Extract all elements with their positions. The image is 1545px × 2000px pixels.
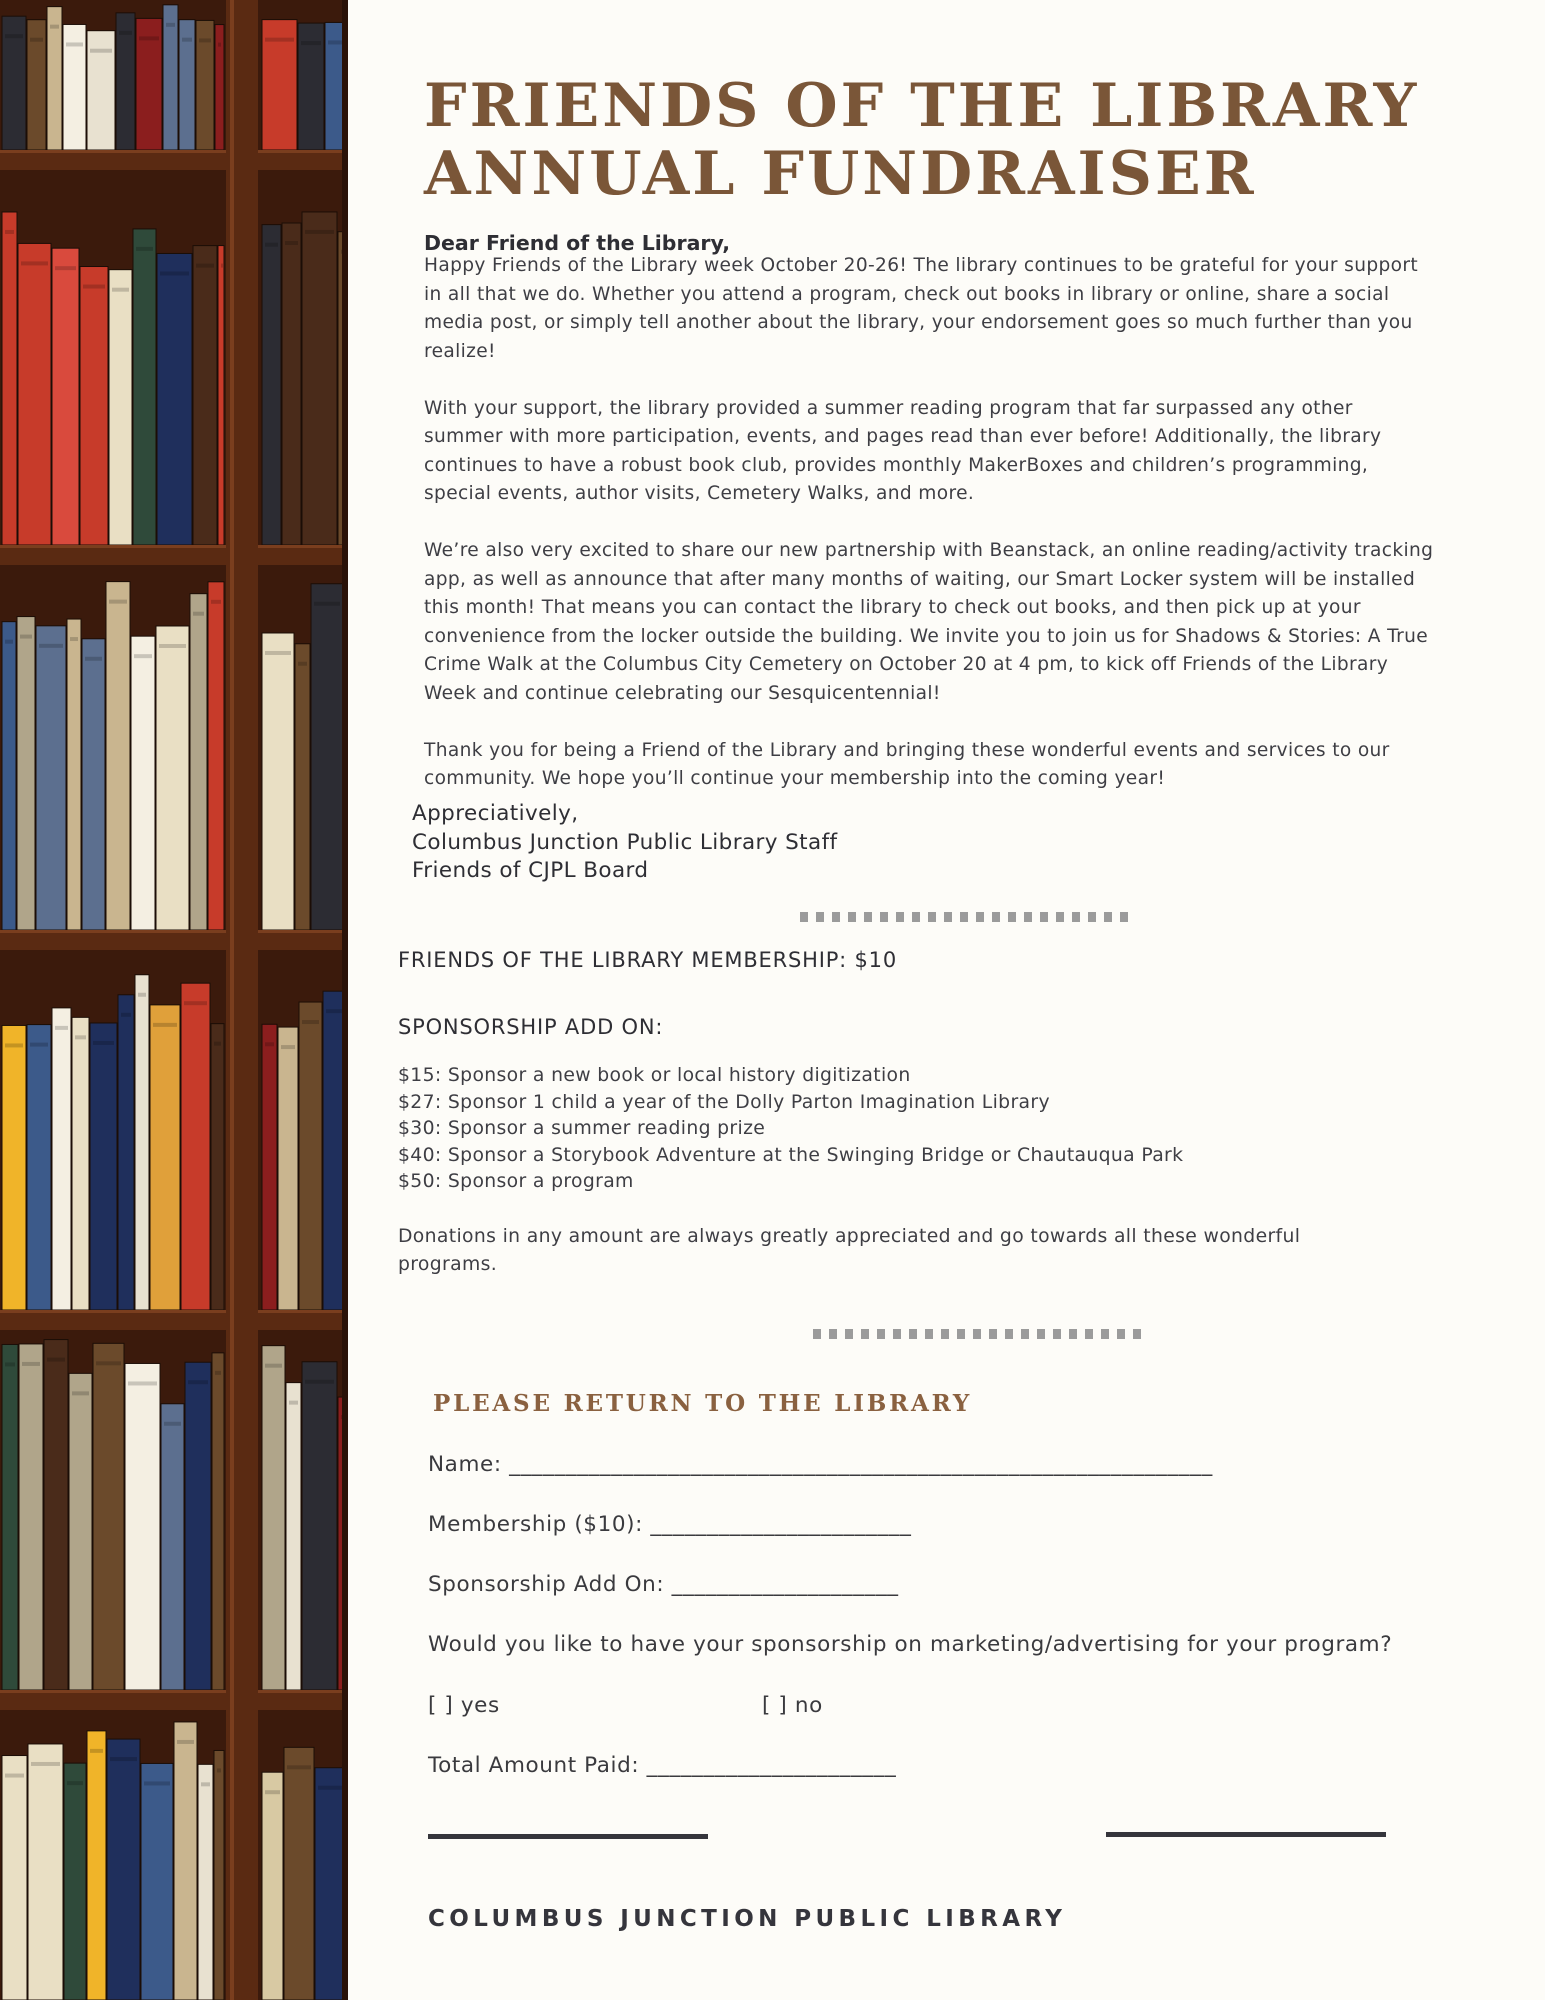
yes-checkbox[interactable]: [ ] yes	[428, 1693, 500, 1718]
letter-paragraph: Happy Friends of the Library week October 20-26! The library continues to be grateful for your support in all that we do. Whether you attend a program, check out books in library or online, share a social media post, or simply tell another about the library, your endorsement goes so much further than you realize!	[424, 255, 1418, 362]
sponsorship-list	[398, 1063, 1183, 1196]
letter-salutation: Dear Friend of the Library,	[424, 231, 731, 255]
signature-line[interactable]	[428, 1834, 708, 1839]
donations-note: Donations in any amount are always greatly appreciated and go towards all these wonderful programs.	[398, 1226, 1301, 1275]
bookshelf-photo	[0, 0, 348, 2000]
list-item: $30: Sponsor a summer reading prize	[398, 1118, 766, 1139]
list-item: $50: Sponsor a program	[398, 1171, 634, 1192]
footer-library-name: COLUMBUS JUNCTION PUBLIC LIBRARY	[428, 1906, 1067, 1932]
total-amount-field[interactable]: Total Amount Paid: ______________________	[428, 1753, 897, 1778]
letter-signoff	[412, 800, 838, 886]
list-item: $15: Sponsor a new book or local history digitization	[398, 1065, 911, 1086]
name-field[interactable]: Name: ______________________________________________________________	[428, 1452, 1213, 1477]
dotted-divider	[800, 912, 1136, 922]
sponsorship-field[interactable]: Sponsorship Add On: ____________________	[428, 1572, 899, 1597]
membership-field[interactable]: Membership ($10): _______________________	[428, 1512, 912, 1537]
letter-paragraph: With your support, the library provided a summer reading program that far surpassed any other summer with more participation, events, and pages read than ever before! Additionally, the library continues to have a robust book club, provides monthly MakerBoxes and children’s programming, special events, author visits, Cemetery Walks, and more.	[424, 397, 1382, 504]
signoff-line: Columbus Junction Public Library Staff	[412, 829, 838, 855]
membership-heading: FRIENDS OF THE LIBRARY MEMBERSHIP: $10	[398, 948, 898, 972]
letter-paragraph: Thank you for being a Friend of the Library and bringing these wonderful events and services to our community. We hope you’ll continue your membership into the coming year!	[424, 739, 1390, 789]
sponsorship-heading: SPONSORSHIP ADD ON:	[398, 1015, 664, 1039]
signoff-line: Appreciatively,	[412, 801, 579, 826]
letter-body	[424, 252, 1434, 822]
marketing-question: Would you like to have your sponsorship on marketing/advertising for your program?	[428, 1632, 1393, 1657]
list-item: $40: Sponsor a Storybook Adventure at the Swinging Bridge or Chautauqua Park	[398, 1144, 1184, 1166]
no-checkbox[interactable]: [ ] no	[762, 1693, 823, 1718]
page-title: FRIENDS OF THE LIBRARY ANNUAL FUNDRAISER	[424, 71, 1420, 209]
list-item: $27: Sponsor 1 child a year of the Dolly Parton Imagination Library	[398, 1091, 1050, 1113]
signoff-line: Friends of CJPL Board	[412, 858, 649, 883]
letter-paragraph: We’re also very excited to share our new partnership with Beanstack, an online reading/activity tracking app, as well as announce that after many months of waiting, our Smart Locker system will be installed this month! That means you can contact the library to check out books, and then pick up at your convenience from the locker outside the building. We invite you to join us for Shadows & Stories: A True Crime Walk at the Columbus City Cemetery on October 20 at 4 pm, to kick off Friends of the Library Week and continue celebrating our Sesquicentennial!	[424, 540, 1434, 704]
dotted-divider	[813, 1329, 1149, 1339]
form-title: PLEASE RETURN TO THE LIBRARY	[433, 1390, 973, 1417]
date-line[interactable]	[1106, 1832, 1386, 1837]
